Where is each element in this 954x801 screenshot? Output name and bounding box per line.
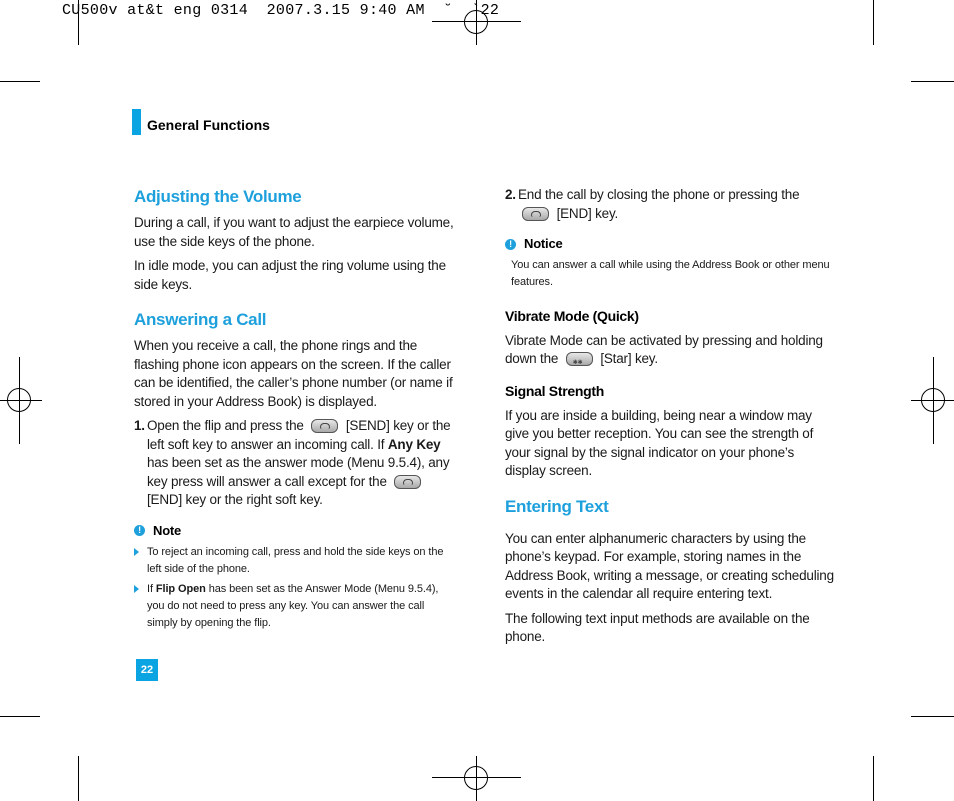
heading-vibrate-mode: Vibrate Mode (Quick) bbox=[505, 307, 639, 324]
note-header bbox=[134, 522, 456, 541]
section-label: General Functions bbox=[147, 117, 270, 133]
paragraph: In idle mode, you can adjust the ring volume using the side keys. bbox=[134, 258, 446, 292]
exclamation-icon: ! bbox=[505, 239, 516, 250]
heading-signal-strength: Signal Strength bbox=[505, 382, 604, 399]
print-slug: CU500v at&t eng 0314 2007.3.15 9:40 AM ˘ `22 bbox=[62, 2, 500, 19]
exclamation-icon: ! bbox=[134, 525, 145, 536]
left-column bbox=[134, 186, 456, 632]
crop-mark bbox=[873, 0, 874, 45]
paragraph: When you receive a call, the phone rings and the flashing phone icon appears on the screen. If the caller can be identified, the caller’s phone number (or name if stored in your Address Book) is displayed. bbox=[134, 338, 453, 409]
right-column bbox=[505, 186, 835, 647]
crop-mark bbox=[78, 756, 79, 801]
page-number: 22 bbox=[136, 659, 158, 681]
paragraph-text: Vibrate Mode can be activated by pressing and holding down the bbox=[505, 332, 823, 366]
heading-entering-text: Entering Text bbox=[505, 496, 609, 516]
paragraph: If you are inside a building, being near a window may give you better reception. You can see the strength of your signal by the signal indicator on your phone’s display screen. bbox=[505, 407, 814, 478]
list-item bbox=[134, 417, 456, 510]
notice-title: Notice bbox=[524, 236, 563, 251]
notice-header bbox=[505, 235, 835, 254]
crop-mark bbox=[0, 716, 40, 717]
step-number: 2. bbox=[505, 187, 516, 202]
registration-circle bbox=[464, 766, 488, 790]
step-text: [SEND] key or the left soft key to answer an incoming call. If bbox=[147, 418, 451, 452]
step-text: End the call by closing the phone or pressing the bbox=[518, 187, 800, 202]
crop-mark bbox=[873, 756, 874, 801]
paragraph: During a call, if you want to adjust the earpiece volume, use the side keys of the phone. bbox=[134, 215, 454, 249]
star-key-icon bbox=[566, 352, 593, 366]
paragraph: The following text input methods are available on the phone. bbox=[505, 610, 810, 644]
notice-text: You can answer a call while using the Address Book or other menu features. bbox=[511, 258, 830, 288]
note-bullet bbox=[134, 544, 456, 578]
triangle-bullet-icon bbox=[134, 548, 139, 556]
list-item bbox=[505, 186, 835, 223]
section-bar bbox=[132, 109, 141, 135]
step-text: [END] key or the right soft key. bbox=[147, 492, 323, 507]
note-title: Note bbox=[153, 522, 182, 538]
registration-circle bbox=[921, 388, 945, 412]
step-number: 1. bbox=[134, 418, 145, 433]
note-text: To reject an incoming call, press and hold the side keys on the left side of the phone. bbox=[147, 546, 444, 575]
registration-circle bbox=[7, 388, 31, 412]
crop-mark bbox=[0, 81, 40, 82]
send-key-icon bbox=[311, 419, 338, 433]
crop-mark bbox=[911, 716, 954, 717]
note-text: has been set as the Answer Mode (Menu 9.5.4), you do not need to press any key. You can answer the call simply by opening the flip. bbox=[147, 583, 439, 629]
paragraph bbox=[505, 332, 835, 369]
note-bold: Flip Open bbox=[155, 583, 206, 595]
paragraph: You can enter alphanumeric characters by using the phone’s keypad. For example, storing names in the Address Book, writing a message, or creating scheduling events in the calendar all require entering text. bbox=[505, 530, 834, 601]
heading-answering-call: Answering a Call bbox=[134, 310, 267, 329]
paragraph-text: [Star] key. bbox=[600, 351, 658, 366]
step-text: [END] key. bbox=[556, 205, 619, 221]
end-key-icon bbox=[522, 207, 549, 221]
step-text: has been set as the answer mode (Menu 9.5.4), any key press will answer a call except for the bbox=[147, 455, 450, 489]
end-key-icon bbox=[394, 475, 421, 489]
step-text: Open the flip and press the bbox=[147, 418, 304, 433]
note-text: If bbox=[147, 583, 153, 595]
triangle-bullet-icon bbox=[134, 585, 139, 593]
step-bold: Any Key bbox=[387, 436, 441, 452]
note-bullet bbox=[134, 581, 456, 632]
crop-mark bbox=[911, 81, 954, 82]
heading-adjusting-volume: Adjusting the Volume bbox=[134, 187, 302, 206]
